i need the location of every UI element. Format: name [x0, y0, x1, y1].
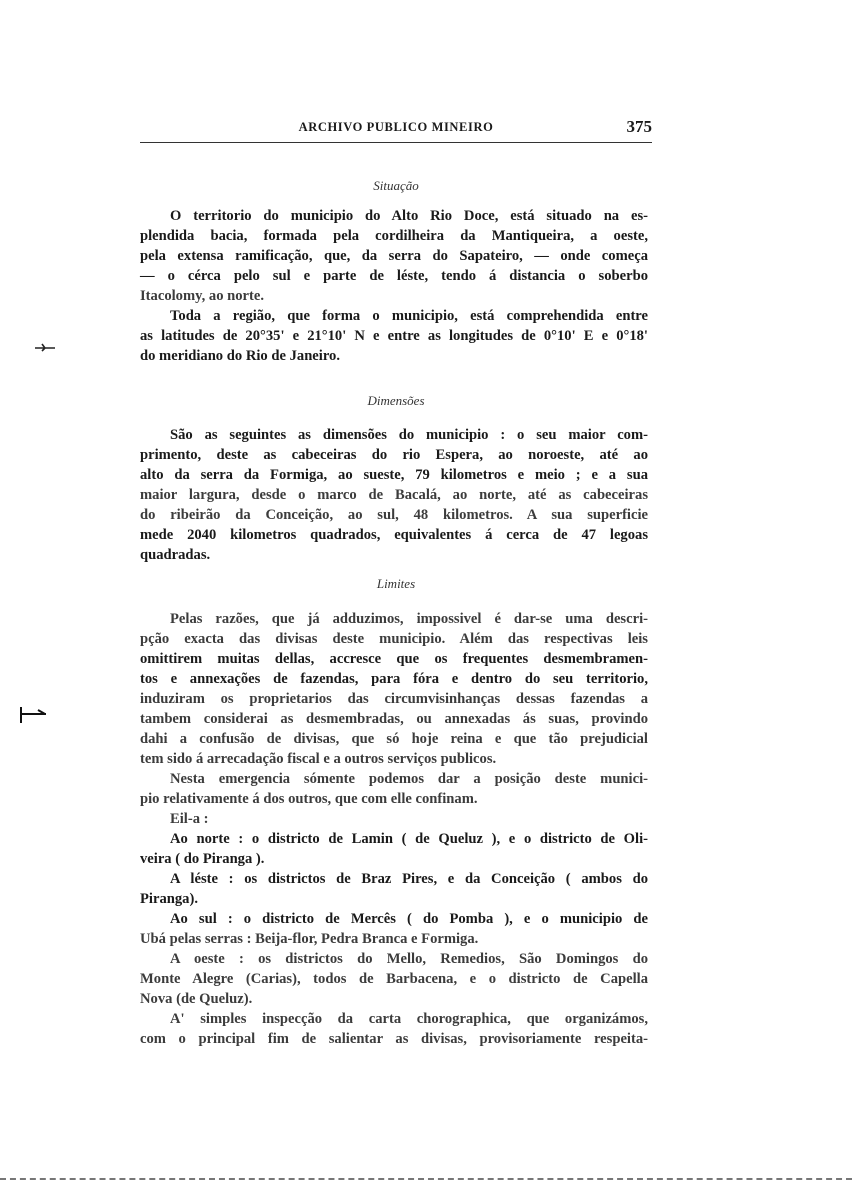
margin-ink-mark	[34, 340, 56, 359]
paragraph-line: Pelas razões, que já adduzimos, impossivel é dar-se uma descri-	[170, 611, 648, 627]
paragraph-line: primento, deste as cabeceiras do rio Espera, ao noroeste, até ao	[140, 447, 648, 463]
paragraph-line: tos e annexações de fazendas, para fóra e dentro do seu territorio,	[140, 671, 648, 687]
paragraph-line: plendida bacia, formada pela cordilheira da Mantiqueira, a oeste,	[140, 228, 648, 244]
paragraph-line: São as seguintes as dimensões do municipio : o seu maior com-	[170, 427, 648, 443]
paragraph-line: A léste : os districtos de Braz Pires, e da Conceição ( ambos do	[170, 871, 648, 887]
paragraph-line: Itacolomy, ao norte.	[140, 288, 265, 304]
running-title: ARCHIVO PUBLICO MINEIRO	[298, 120, 494, 134]
page-number: 375	[626, 117, 652, 136]
bottom-page-edge	[0, 1178, 852, 1180]
paragraph-line: as latitudes de 20°35' e 21°10' N e entre as longitudes de 0°10' E e 0°18'	[140, 328, 648, 344]
section-heading-situacao: Situação	[373, 178, 419, 193]
paragraph-line: maior largura, desde o marco de Bacalá, ao norte, até as cabeceiras	[140, 487, 648, 503]
paragraph-line: tem sido á arrecadação fiscal e a outros serviços publicos.	[140, 751, 497, 767]
paragraph-line: do meridiano do Rio de Janeiro.	[140, 348, 341, 364]
paragraph-line: com o principal fim de salientar as divisas, provisoriamente respeita-	[140, 1031, 648, 1047]
paragraph-line: induziram os proprietarios das circumvisinhanças dessas fazendas a	[140, 691, 648, 707]
paragraph-line: pção exacta das divisas deste municipio. Além das respectivas leis	[140, 631, 648, 647]
header-rule	[140, 142, 652, 143]
running-head	[140, 117, 652, 139]
paragraph-line: Piranga).	[140, 891, 198, 907]
paragraph-line: mede 2040 kilometros quadrados, equivalentes á cerca de 47 legoas	[140, 527, 648, 543]
paragraph-line: Ao norte : o districto de Lamin ( de Queluz ), e o districto de Oli-	[170, 831, 648, 847]
section-heading-limites: Limites	[376, 576, 416, 591]
paragraph-line: A' simples inspecção da carta chorographica, que organizámos,	[170, 1011, 648, 1027]
paragraph-line: pela extensa ramificação, que, da serra do Sapateiro, — onde começa	[140, 248, 648, 264]
paragraph-line: — o cérca pelo sul e parte de léste, tendo á distancia o soberbo	[140, 268, 648, 284]
section-heading-dimensoes: Dimensões	[367, 393, 425, 408]
margin-ink-mark	[18, 705, 48, 730]
paragraph-line: dahi a confusão de divisas, que só hoje reina e que tão prejudicial	[140, 731, 648, 747]
paragraph-line: A oeste : os districtos do Mello, Remedios, São Domingos do	[170, 951, 648, 967]
paragraph-line: alto da serra da Formiga, ao sueste, 79 kilometros e meio ; e a sua	[140, 467, 648, 483]
paragraph-line: Ubá pelas serras : Beija-flor, Pedra Branca e Formiga.	[140, 931, 479, 947]
paragraph-line: Nesta emergencia sómente podemos dar a posição deste munici-	[170, 771, 648, 787]
paragraph-line: do ribeirão da Conceição, ao sul, 48 kilometros. A sua superficie	[140, 507, 648, 523]
paragraph-line: pio relativamente á dos outros, que com elle confinam.	[140, 791, 478, 807]
paragraph-line: O territorio do municipio do Alto Rio Doce, está situado na es-	[170, 208, 648, 224]
paragraph-line: Nova (de Queluz).	[140, 991, 253, 1007]
paragraph-line: Ao sul : o districto de Mercês ( do Pomba ), e o municipio de	[170, 911, 648, 927]
paragraph-line: Toda a região, que forma o municipio, está comprehendida entre	[170, 308, 648, 324]
paragraph-line: Eil-a :	[170, 811, 209, 827]
paragraph-line: tambem considerai as desmembradas, ou annexadas ás suas, provindo	[140, 711, 648, 727]
paragraph-line: Monte Alegre (Carias), todos de Barbacena, e o districto de Capella	[140, 971, 648, 987]
paragraph-line: omittirem muitas dellas, accresce que os frequentes desmembramen-	[140, 651, 648, 667]
paragraph-line: veira ( do Piranga ).	[140, 851, 265, 867]
paragraph-line: quadradas.	[140, 547, 211, 563]
